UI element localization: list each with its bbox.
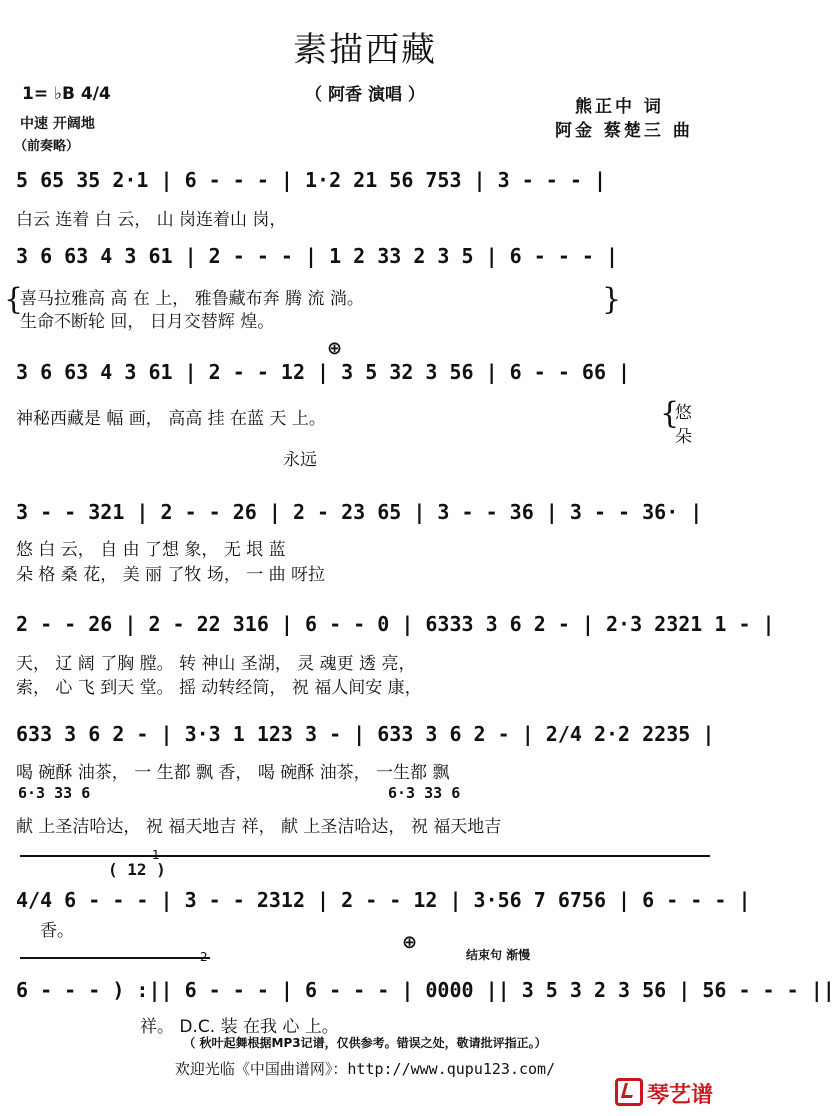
staff-lyrics: 索， 心 飞 到天 堂。 摇 动转经筒， 祝 福人间安 康， bbox=[16, 678, 422, 698]
staff-notes: 4/4 6 - - - | 3 - - 2312 | 2 - - 12 | 3·56 7 6756 | 6 - - - | bbox=[16, 888, 751, 912]
staff-notes: 3 - - 321 | 2 - - 26 | 2 - 23 65 | 3 - - 36 | 3 - - 36· | bbox=[16, 500, 703, 524]
verse-brace: } bbox=[602, 282, 622, 317]
transcription-notice: （ 秋叶起舞根据MP3记谱，仅供参考。错误之处，敬请批评指正。） bbox=[183, 1036, 547, 1050]
coda-icon: ⊕ bbox=[402, 932, 418, 953]
coda-icon: ⊕ bbox=[327, 338, 343, 359]
lyricist: 熊正中 词 bbox=[575, 97, 664, 117]
pickup-lyric: 朵 bbox=[675, 427, 692, 447]
verse-brace: { bbox=[660, 396, 680, 431]
alt-notes: 6·3 33 6 bbox=[18, 784, 91, 802]
staff-lyrics: 天， 辽 阔 了胸 膛。 转 神山 圣湖， 灵 魂更 透 亮， bbox=[16, 654, 416, 674]
staff-lyrics: 香。 bbox=[40, 921, 74, 941]
site-logo bbox=[615, 1078, 713, 1109]
logo-icon bbox=[615, 1078, 643, 1106]
staff-lyrics: 祥。 D.C. 装 在我 心 上。 bbox=[140, 1017, 339, 1037]
staff-lyrics: 喝 碗酥 油茶， 一 生都 飘 香， 喝 碗酥 油茶， 一生都 飘 bbox=[16, 763, 450, 783]
logo-text: 琴艺谱 bbox=[647, 1083, 714, 1108]
ending-label: 结束句 渐慢 bbox=[466, 948, 531, 962]
staff-notes: 5 65 35 2·1 | 6 - - - | 1·2 21 56 753 | 3 - - - | bbox=[16, 168, 607, 192]
volta-line bbox=[20, 957, 210, 959]
composer: 阿金 蔡楚三 曲 bbox=[555, 121, 693, 141]
staff-lyrics: 白云 连着 白 云， 山 岗连着山 岗， bbox=[16, 210, 287, 230]
volta-line bbox=[20, 855, 710, 857]
staff-lyrics: 神秘西藏是 幅 画， 高高 挂 在蓝 天 上。 bbox=[16, 409, 326, 429]
staff-notes: 3 6 63 4 3 61 | 2 - - - | 1 2 33 2 3 5 | 6 - - - | bbox=[16, 244, 619, 268]
staff-lyrics: 朵 格 桑 花， 美 丽 了牧 场， 一 曲 呀拉 bbox=[16, 565, 326, 585]
staff-notes: 3 6 63 4 3 61 | 2 - - 12 | 3 5 32 3 56 | 6 - - 66 | bbox=[16, 360, 631, 384]
staff-lyrics: 永远 bbox=[283, 450, 317, 470]
staff-notes: 2 - - 26 | 2 - 22 316 | 6 - - 0 | 6333 3 6 2 - | 2·3 2321 1 - | bbox=[16, 612, 775, 636]
staff-lyrics: 喜马拉雅高 高 在 上， 雅鲁藏布奔 腾 流 淌。 bbox=[20, 289, 364, 309]
key-signature: 1= ♭B 4/4 bbox=[22, 84, 111, 104]
tempo-marking: 中速 开阔地 bbox=[20, 116, 95, 132]
volta-number: 1 bbox=[152, 848, 160, 862]
volta-number: 2 bbox=[200, 950, 208, 964]
staff-lyrics: 献 上圣洁哈达， 祝 福天地吉 祥， 献 上圣洁哈达， 祝 福天地吉 bbox=[16, 817, 502, 837]
alt-notes: 6·3 33 6 bbox=[388, 784, 461, 802]
staff-notes: 633 3 6 2 - | 3·3 1 123 3 - | 633 3 6 2 - | 2/4 2·2 2235 | bbox=[16, 722, 715, 746]
website-link[interactable]: 欢迎光临《中国曲谱网》：http://www.qupu123.com/ bbox=[174, 1060, 556, 1078]
prelude-note: （前奏略） bbox=[14, 139, 80, 154]
performer: （ 阿香 演唱 ） bbox=[305, 85, 425, 105]
song-title: 素描西藏 bbox=[293, 30, 437, 70]
staff-notes: 6 - - - ) :|| 6 - - - | 6 - - - | 0000 || 3 5 3 2 3 56 | 56 - - - || bbox=[16, 978, 835, 1002]
bracket-notes: ( 12 ) bbox=[108, 860, 166, 879]
staff-lyrics: 生命不断轮 回， 日月交替辉 煌。 bbox=[20, 312, 275, 332]
staff-lyrics: 悠 白 云， 自 由 了想 象， 无 垠 蓝 bbox=[16, 540, 286, 560]
pickup-lyric: 悠 bbox=[675, 403, 692, 423]
verse-brace: { bbox=[4, 282, 24, 317]
